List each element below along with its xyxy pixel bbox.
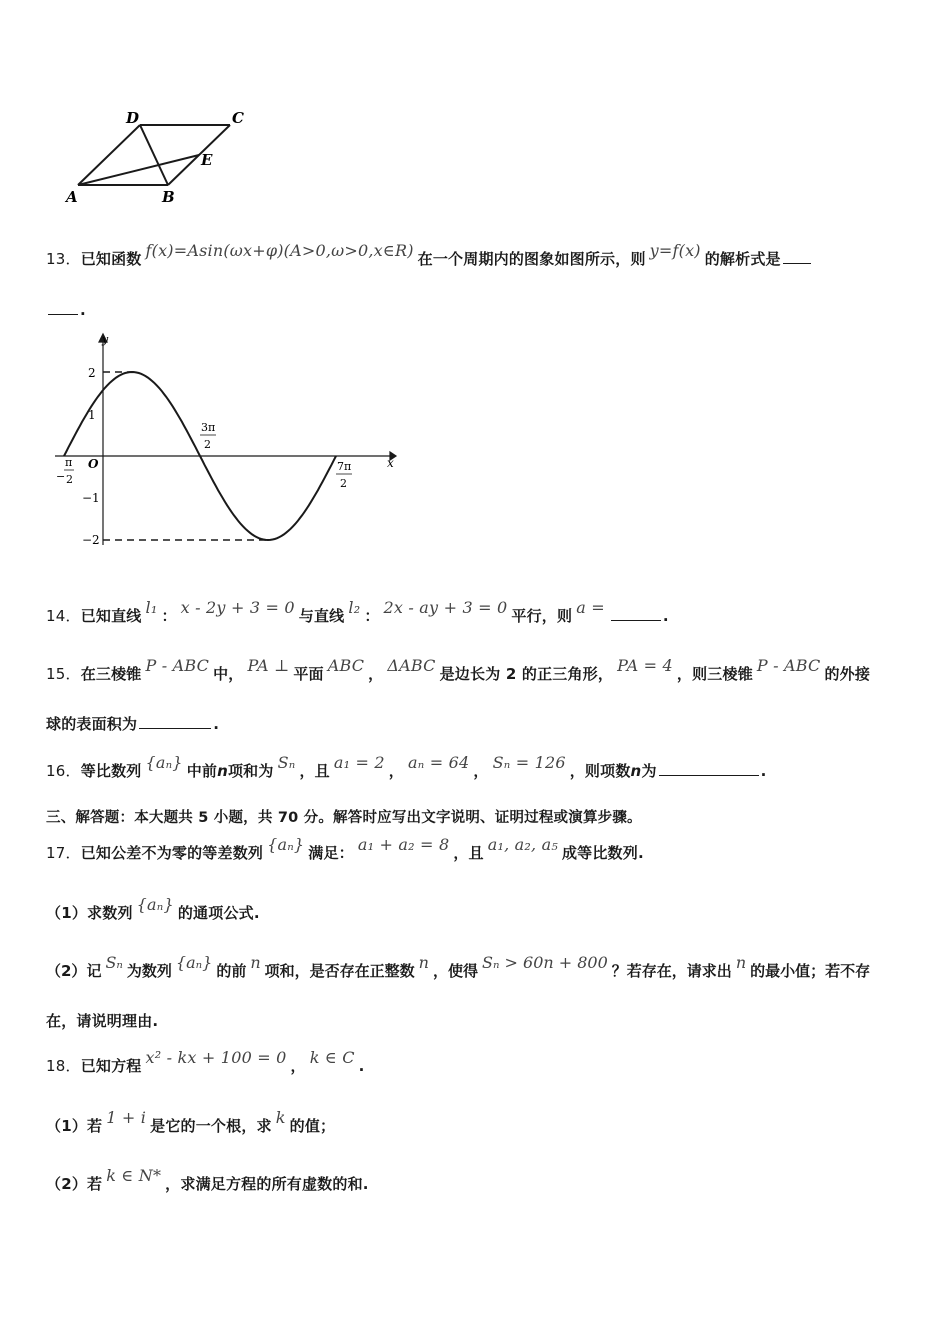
svg-text:2: 2 — [204, 438, 211, 451]
label-d: D — [126, 109, 140, 127]
svg-text:3π: 3π — [201, 421, 216, 434]
question-13-cont: . — [46, 300, 86, 319]
tick-7pi-over-2 — [336, 460, 352, 490]
question-16: 16．等比数列 {aₙ} 中前n项和为 Sₙ ，且 a₁ = 2 ， aₙ = 64 ， Sₙ = 126 ，则项数n为 . — [46, 753, 767, 780]
y-tick-neg1: −1 — [82, 491, 100, 505]
answer-blank — [611, 606, 661, 621]
question-13: 13．已知函数 f(x)=Asin(ωx+φ)(A>0,ω>0,x∈R) 在一个周期内的图象如图所示，则 y=f(x) 的解析式是 — [46, 248, 813, 269]
svg-text:−: − — [56, 470, 66, 483]
label-a: A — [66, 188, 78, 206]
svg-text:2: 2 — [340, 477, 347, 490]
parallelogram-figure — [60, 105, 260, 210]
question-18-part-2: （2）若 k ∈ N* ，求满足方程的所有虚数的和. — [46, 1166, 369, 1193]
answer-blank — [659, 761, 759, 776]
answer-blank — [139, 714, 211, 729]
question-18-part-1: （1）若 1 + i 是它的一个根，求 k 的值； — [46, 1108, 336, 1135]
answer-blank — [783, 249, 811, 264]
svg-text:π: π — [65, 456, 73, 469]
question-18: 18．已知方程 x² - kx + 100 = 0 ， k ∈ C . — [46, 1048, 365, 1075]
y-axis-label: y — [102, 333, 109, 346]
label-b: B — [162, 188, 175, 206]
question-15: 15．在三棱锥 P - ABC 中， PA ⊥ 平面 ABC ， ΔABC 是边长为 2 的正三角形， PA = 4 ，则三棱锥 P - ABC 的外接 — [46, 656, 871, 683]
question-15-cont: 球的表面积为 . — [46, 715, 220, 733]
tick-neg-pi-over-2 — [56, 456, 74, 486]
answer-blank — [48, 300, 78, 315]
formula: f(x)=Asin(ωx+φ)(A>0,ω>0,x∈R) — [145, 241, 414, 260]
section-heading: 三、解答题：本大题共 5 小题，共 70 分。解答时应写出文字说明、证明过程或演算步骤。 — [46, 810, 642, 826]
sine-graph — [50, 330, 400, 560]
origin-label: O — [88, 457, 99, 471]
x-axis-label: x — [387, 456, 394, 470]
tick-3pi-over-2 — [200, 421, 216, 451]
y-tick-1: 1 — [88, 408, 96, 422]
svg-text:7π: 7π — [337, 460, 352, 473]
question-number: 13． — [46, 250, 81, 268]
formula: y=f(x) — [649, 241, 701, 260]
question-17: 17．已知公差不为零的等差数列 {aₙ} 满足： a₁ + a₂ = 8 ，且 a₁, a₂, a₅ 成等比数列. — [46, 835, 644, 862]
svg-text:2: 2 — [66, 473, 73, 486]
question-17-part-2-cont: 在，请说明理由. — [46, 1012, 159, 1030]
label-e: E — [201, 151, 213, 169]
question-17-part-2: （2）记 Sₙ 为数列 {aₙ} 的前 n 项和，是否存在正整数 n ，使得 Sₙ > 60n + 800 ？若存在，请求出 n 的最小值；若不存 — [46, 953, 871, 980]
y-tick-2: 2 — [88, 366, 96, 380]
question-14: 14．已知直线 l₁ ： x - 2y + 3 = 0 与直线 l₂ ： 2x - ay + 3 = 0 平行，则 a = . — [46, 598, 669, 625]
y-tick-neg2: −2 — [82, 533, 100, 547]
question-17-part-1: （1）求数列 {aₙ} 的通项公式. — [46, 895, 260, 922]
label-c: C — [232, 109, 244, 127]
